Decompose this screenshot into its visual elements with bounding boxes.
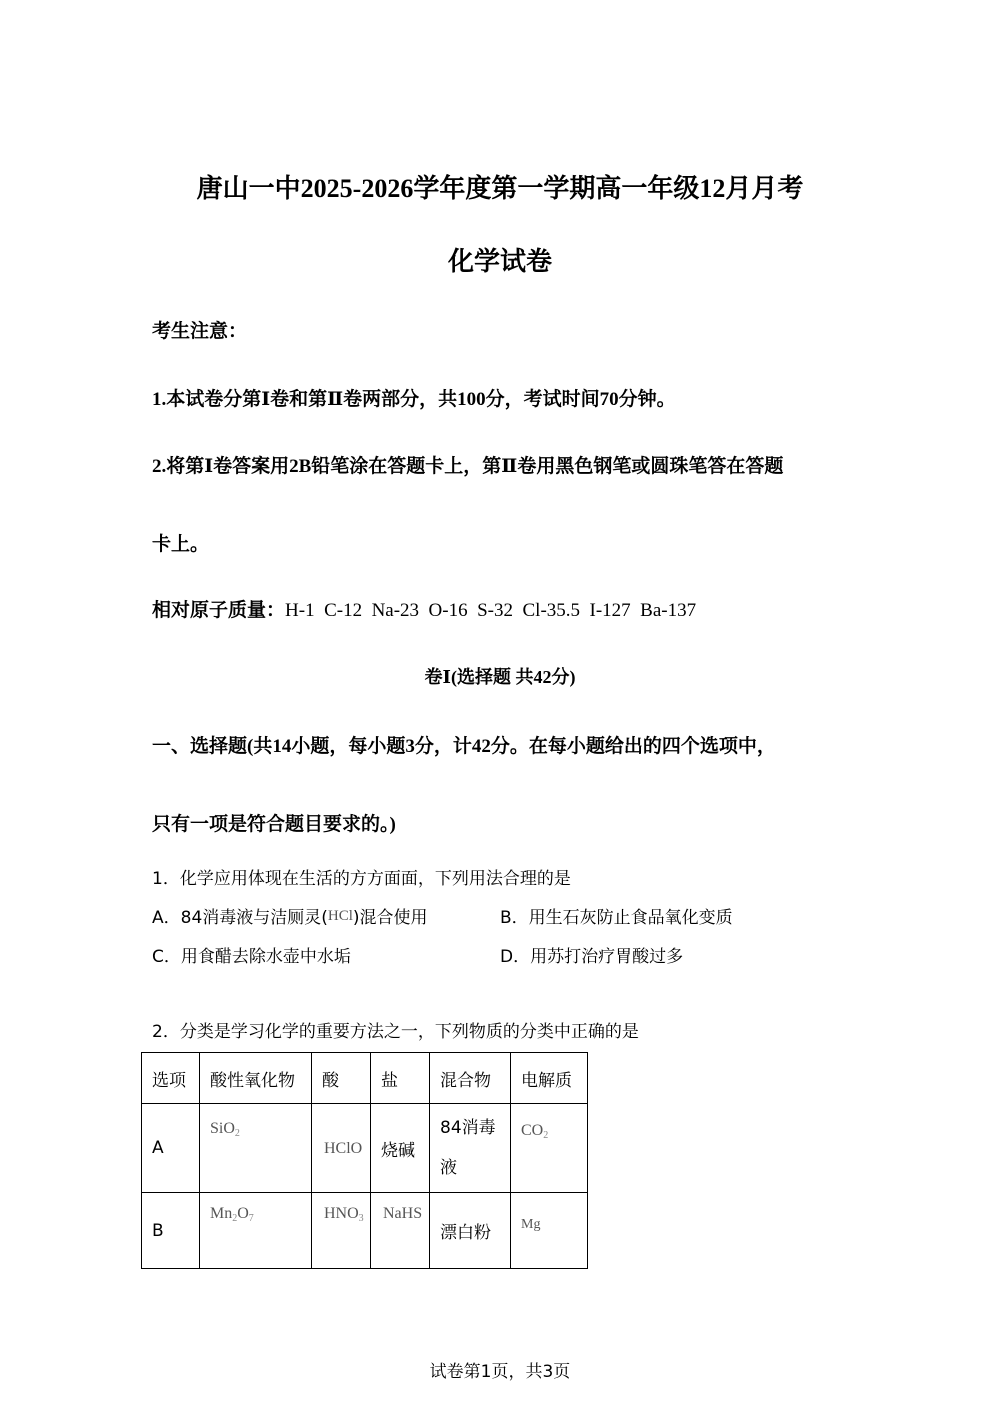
- notice-item-1: 1.本试卷分第Ⅰ卷和第Ⅱ卷两部分，共100分，考试时间70分钟。: [152, 389, 676, 410]
- row-b-electrolyte-formula: Mg: [521, 1217, 541, 1232]
- formula-part: Mn: [210, 1205, 233, 1222]
- row-b-acid-formula: [324, 1205, 364, 1222]
- atomic-mass-values: H-1 C-12 Na-23 O-16 S-32 Cl-35.5 I-127 Ba-137: [285, 600, 697, 621]
- header-acidic-oxide: 酸性氧化物: [200, 1053, 312, 1104]
- question-1-stem: 1．化学应用体现在生活的方方面面，下列用法合理的是: [152, 869, 571, 889]
- atomic-mass-line: [152, 595, 696, 622]
- question-1-option-a: [152, 903, 428, 928]
- row-b-mixture: 漂白粉: [430, 1193, 511, 1269]
- row-a-option: A: [142, 1104, 200, 1193]
- row-a-mixture-line2: 液: [440, 1158, 457, 1178]
- exam-title-line1: 唐山一中2025-2026学年度第一学期高一年级12月月考: [196, 174, 804, 203]
- notice-item-2-line1: 2.将第Ⅰ卷答案用2B铅笔涂在答题卡上，第Ⅱ卷用黑色钢笔或圆珠笔答在答题: [152, 456, 784, 477]
- option-a-text-pre: A．84消毒液与洁厕灵(: [152, 908, 328, 928]
- header-acid: 酸: [312, 1053, 371, 1104]
- row-b-acidic-oxide: [200, 1193, 312, 1269]
- row-a-acidic-oxide: [200, 1104, 312, 1193]
- formula-subscript: 7: [248, 1213, 254, 1224]
- question-2-stem: 2．分类是学习化学的重要方法之一，下列物质的分类中正确的是: [152, 1022, 639, 1042]
- row-b-acid: [312, 1193, 371, 1269]
- row-a-mixture: [430, 1104, 511, 1193]
- row-a-acid: [312, 1104, 371, 1193]
- row-a-mixture-line1: 84消毒: [440, 1118, 496, 1138]
- table-row: [142, 1193, 588, 1269]
- classification-table: [141, 1052, 588, 1269]
- option-a-chem: HCl: [327, 908, 353, 924]
- formula-part: O: [237, 1205, 249, 1222]
- row-b-salt: [371, 1193, 430, 1269]
- option-a-text-post: )混合使用: [352, 908, 428, 928]
- row-b-electrolyte: [511, 1193, 588, 1269]
- row-a-salt: 烧碱: [371, 1104, 430, 1193]
- formula-base: CO: [521, 1122, 544, 1139]
- row-b-salt-formula: NaHS: [383, 1205, 423, 1222]
- exam-title-line2: 化学试卷: [447, 247, 552, 276]
- header-option: 选项: [142, 1053, 200, 1104]
- header-salt: 盐: [371, 1053, 430, 1104]
- section-title: 卷Ⅰ(选择题 共42分): [424, 667, 576, 687]
- row-a-acid-formula: HClO: [324, 1140, 363, 1157]
- table-header-row: [142, 1053, 588, 1104]
- row-a-electrolyte-formula: [521, 1122, 548, 1139]
- row-b-oxide-formula: [210, 1205, 254, 1222]
- page-footer: 试卷第1页，共3页: [429, 1362, 571, 1382]
- row-a-oxide-formula: [210, 1120, 240, 1137]
- table-row: [142, 1104, 588, 1193]
- formula-subscript: 2: [234, 1128, 240, 1139]
- row-a-electrolyte: [511, 1104, 588, 1193]
- header-electrolyte: 电解质: [511, 1053, 588, 1104]
- section-heading-line2: 只有一项是符合题目要求的。): [152, 814, 396, 835]
- notice-item-2-line2: 卡上。: [152, 534, 210, 555]
- atomic-mass-label: 相对原子质量：: [152, 600, 286, 621]
- notice-heading: 考生注意：: [152, 321, 248, 342]
- formula-base: HNO: [324, 1205, 359, 1222]
- row-b-option: B: [142, 1193, 200, 1269]
- question-1-option-d: D．用苏打治疗胃酸过多: [500, 947, 684, 967]
- section-heading-line1: 一、选择题(共14小题，每小题3分，计42分。在每小题给出的四个选项中，: [152, 736, 776, 757]
- question-1-option-c: C．用食醋去除水壶中水垢: [152, 947, 351, 967]
- formula-subscript: 3: [358, 1213, 364, 1224]
- formula-subscript: 2: [232, 1213, 238, 1224]
- formula-subscript: 2: [543, 1130, 549, 1141]
- header-mixture: 混合物: [430, 1053, 511, 1104]
- question-1-option-b: B．用生石灰防止食品氧化变质: [500, 908, 733, 928]
- formula-base: SiO: [210, 1120, 235, 1137]
